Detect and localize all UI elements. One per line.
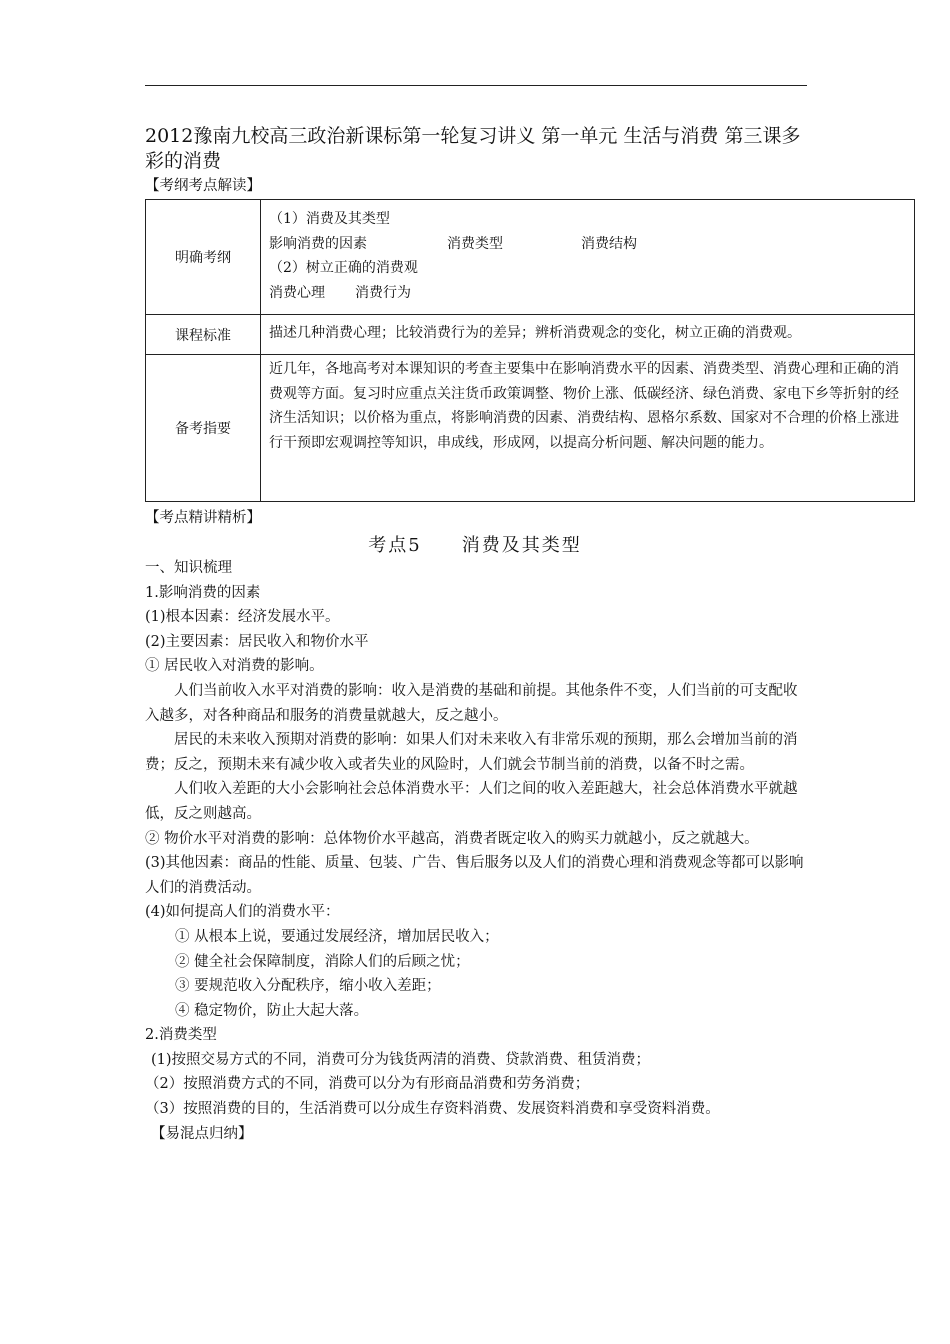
table-row: [146, 315, 915, 355]
paragraph: 人们当前收入水平对消费的影响：收入是消费的基础和前提。其他条件不变，人们当前的可支配收入越多，对各种商品和服务的消费量就越大，反之越小。: [145, 682, 798, 724]
outline-line-group: [269, 281, 906, 306]
list-item: ③ 要规范收入分配秩序，缩小收入差距；: [175, 978, 441, 995]
subheading: 1.影响消费的因素: [145, 584, 261, 601]
paragraph: ② 物价水平对消费的影响：总体物价水平越高，消费者既定收入的购买力就越小，反之就越大。: [145, 830, 759, 847]
row-label: 明确考纲: [146, 200, 261, 315]
outline-item: 影响消费的因素: [269, 235, 367, 252]
paragraph: (4)如何提高人们的消费水平：: [145, 904, 340, 921]
outline-table: [145, 199, 915, 502]
outline-item: 消费行为: [355, 284, 411, 301]
list-item: ② 健全社会保障制度，消除人们的后顾之忧；: [175, 953, 470, 970]
paragraph: (2)主要因素：居民收入和物价水平: [145, 633, 369, 650]
row-label: 备考指要: [146, 355, 261, 502]
list-item: ① 从根本上说，要通过发展经济，增加居民收入；: [175, 928, 499, 945]
table-row: [146, 200, 915, 315]
row-content: 近几年，各地高考对本课知识的考查主要集中在影响消费水平的因素、消费类型、消费心理和正确的消费观等方面。复习时应重点关注货币政策调整、物价上涨、低碳经济、绿色消费、家电下乡等折射的经济生活知识；以价格为重点，将影响消费的因素、消费结构、恩格尔系数、国家对不合理的价格上涨进行干预即宏观调控等知识，串成线，形成网，以提高分析问题、解决问题的能力。: [261, 355, 915, 502]
topic-heading: 考点5 消费及其类型: [368, 535, 582, 556]
section-confusion-label: 【易混点归纳】: [151, 1125, 253, 1142]
outline-item: 消费心理: [269, 284, 325, 301]
outline-item: 消费结构: [581, 235, 637, 252]
row-content: 描述几种消费心理；比较消费行为的差异；辨析消费观念的变化，树立正确的消费观。: [261, 315, 915, 355]
list-item: ④ 稳定物价，防止大起大落。: [175, 1002, 369, 1019]
paragraph: 居民的未来收入预期对消费的影响：如果人们对未来收入有非常乐观的预期，那么会增加当前的消费；反之，预期未来有减少收入或者失业的风险时，人们就会节制当前的消费，以备不时之需。: [145, 732, 798, 773]
document-title: 2012豫南九校高三政治新课标第一轮复习讲义 第一单元 生活与消费 第三课多彩的消费: [145, 125, 801, 172]
paragraph: (1)根本因素：经济发展水平。: [145, 609, 340, 626]
paragraph: （2）按照消费方式的不同，消费可以分为有形商品消费和劳务消费；: [145, 1076, 590, 1093]
subheading: 2.消费类型: [145, 1027, 217, 1044]
body-text: [145, 556, 810, 1146]
header-rule: [145, 85, 807, 86]
table-row: [146, 355, 915, 502]
heading-knowledge: 一、知识梳理: [145, 560, 232, 576]
row-label: 课程标准: [146, 315, 261, 355]
section-analysis-label: 【考点精讲精析】: [145, 510, 261, 526]
paragraph: (1)按照交易方式的不同，消费可分为钱货两清的消费、贷款消费、租赁消费；: [151, 1051, 651, 1068]
row-content: [261, 200, 915, 315]
outline-line-group: [269, 232, 906, 257]
paragraph: 人们收入差距的大小会影响社会总体消费水平：人们之间的收入差距越大，社会总体消费水平就越低，反之则越高。: [145, 781, 798, 822]
outline-item: 消费类型: [447, 235, 503, 252]
paragraph: (3)其他因素：商品的性能、质量、包装、广告、售后服务以及人们的消费心理和消费观念等都可以影响人们的消费活动。: [145, 855, 804, 896]
paragraph: （3）按照消费的目的，生活消费可以分成生存资料消费、发展资料消费和享受资料消费。: [145, 1101, 720, 1118]
outline-line: （2）树立正确的消费观: [269, 260, 418, 276]
outline-line: （1）消费及其类型: [269, 211, 390, 227]
section-outline-label: 【考纲考点解读】: [145, 178, 261, 194]
paragraph: ① 居民收入对消费的影响。: [145, 658, 324, 675]
